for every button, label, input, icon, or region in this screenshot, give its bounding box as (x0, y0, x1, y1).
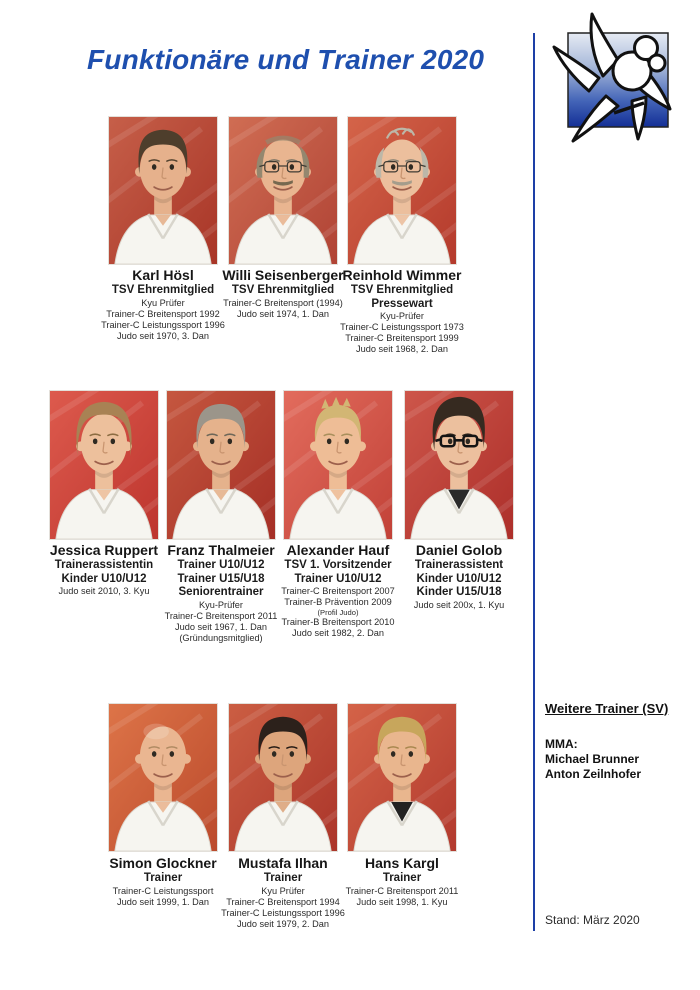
person-detail: Judo seit 1974, 1. Dan (237, 308, 329, 319)
sidebar-heading: Weitere Trainer (SV) (545, 701, 669, 716)
portrait-photo-3 (347, 116, 457, 265)
person-name: Mustafa Ilhan (238, 855, 328, 871)
portrait-photo-7 (404, 390, 514, 540)
sidebar-group-label: MMA: (545, 737, 578, 751)
person-role: Trainerassistent (414, 559, 504, 571)
person-detail: Judo seit 1979, 2. Dan (237, 918, 329, 929)
person-detail: Judo seit 1970, 3. Dan (117, 330, 209, 341)
person-role: TSV Ehrenmitglied (231, 284, 335, 296)
person-detail: Trainer-C Breitensport 2011 (345, 885, 459, 896)
person-detail: Trainer-C Breitensport (1994) (223, 297, 343, 308)
person-detail: Judo seit 1967, 1. Dan (175, 621, 267, 632)
person-detail: Trainer-C Breitensport 1994 (226, 896, 340, 907)
person-name: Jessica Ruppert (49, 542, 159, 558)
person-role: Trainerassistentin (54, 559, 154, 571)
person-detail: Trainer-C Leistungssport 1973 (340, 322, 464, 332)
page-title: Funktionäre und Trainer 2020 (87, 44, 485, 75)
person-card-7 (374, 542, 544, 611)
person-role: Trainer U10/U12 (177, 559, 265, 571)
person-detail: Judo seit 1968, 2. Dan (356, 344, 448, 354)
person-detail: Judo seit 1982, 2. Dan (292, 628, 384, 638)
person-detail: (Gründungsmitglied) (179, 632, 263, 643)
person-detail: (Profil Judo) (317, 608, 359, 617)
person-role: Kinder U10/U12 (416, 572, 502, 585)
person-role: Kinder U10/U12 (61, 572, 147, 585)
person-detail: Trainer-C Breitensport 2007 (281, 586, 395, 596)
person-role: TSV 1. Vorsitzender (284, 559, 392, 571)
person-name: Simon Glockner (109, 855, 217, 871)
sidebar-weitere-trainer (545, 701, 697, 782)
person-role: Pressewart (371, 297, 433, 310)
person-role: Kinder U15/U18 (416, 586, 502, 598)
person-detail: Trainer-C Leistungssport 1996 (101, 319, 225, 330)
person-name: Hans Kargl (365, 855, 439, 871)
person-detail: Judo seit 1998, 1. Kyu (356, 896, 448, 907)
person-role: Seniorentrainer (178, 586, 264, 598)
person-name: Daniel Golob (415, 542, 503, 558)
vertical-divider-rule (533, 33, 535, 931)
person-role: Trainer (263, 872, 303, 884)
person-card-3 (317, 267, 487, 355)
person-detail: Judo seit 1999, 1. Dan (117, 896, 209, 907)
portrait-photo-6 (283, 390, 393, 540)
person-detail: Trainer-C Breitensport 1992 (106, 308, 220, 319)
person-name: Karl Hösl (132, 267, 194, 283)
person-name: Reinhold Wimmer (342, 267, 462, 283)
person-role: TSV Ehrenmitglied (111, 284, 215, 296)
person-detail: Trainer-B Breitensport 2010 (281, 617, 395, 627)
person-role: TSV Ehrenmitglied (350, 284, 454, 296)
person-detail: Kyu Prüfer (141, 297, 185, 308)
person-detail: Trainer-C Leistungssport (112, 885, 214, 896)
person-detail: Trainer-C Breitensport 1999 (345, 333, 459, 343)
person-role: Trainer (143, 872, 183, 884)
person-card-10 (317, 855, 487, 908)
person-name: Willi Seisenberger (222, 267, 344, 283)
sidebar-trainer-name: Anton Zeilnhofer (545, 767, 641, 781)
judo-club-logo-icon (540, 8, 700, 153)
person-detail: Kyu-Prüfer (199, 599, 243, 610)
person-detail: Trainer-C Breitensport 2011 (164, 610, 278, 621)
portrait-photo-8 (108, 703, 218, 852)
person-detail: Judo seit 2010, 3. Kyu (58, 586, 150, 596)
date-stamp: Stand: März 2020 (545, 913, 640, 927)
portrait-photo-9 (228, 703, 338, 852)
person-name: Franz Thalmeier (167, 542, 275, 558)
sidebar-trainer-name: Michael Brunner (545, 752, 640, 766)
person-role: Trainer (382, 872, 422, 884)
portrait-photo-5 (166, 390, 276, 540)
person-name: Alexander Hauf (286, 542, 390, 558)
portrait-photo-2 (228, 116, 338, 265)
person-role: Trainer U10/U12 (294, 572, 382, 585)
person-role: Trainer U15/U18 (177, 572, 265, 585)
person-detail: Kyu-Prüfer (380, 311, 424, 321)
person-detail: Judo seit 200x, 1. Kyu (413, 599, 505, 610)
person-detail: Trainer-B Prävention 2009 (284, 597, 392, 607)
person-detail: Kyu Prüfer (261, 885, 305, 896)
sidebar-mma-group (545, 737, 697, 782)
portrait-photo-10 (347, 703, 457, 852)
person-detail: Trainer-C Leistungssport 1996 (221, 907, 345, 918)
portrait-photo-4 (49, 390, 159, 540)
portrait-photo-1 (108, 116, 218, 265)
